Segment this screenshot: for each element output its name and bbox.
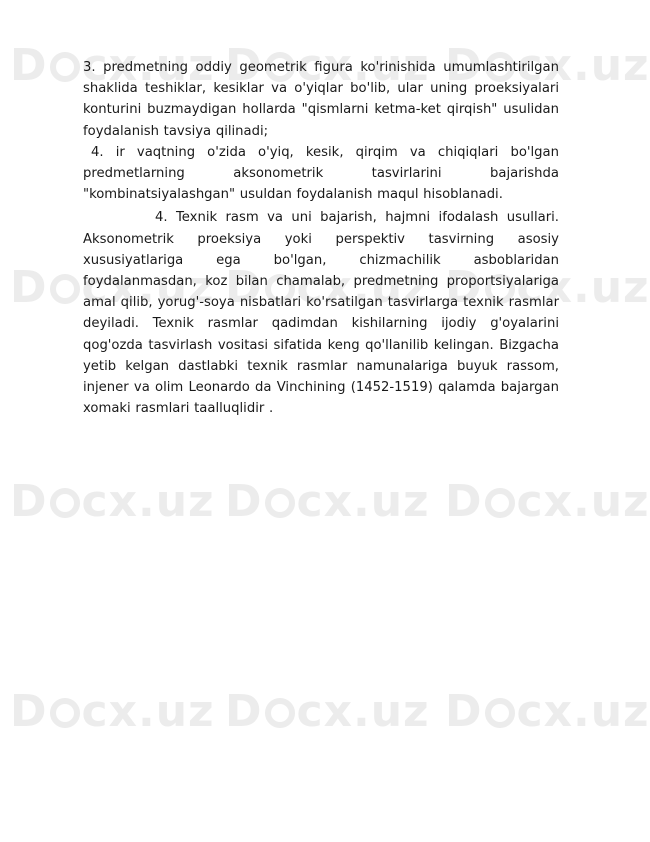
watermark: D cx.uz xyxy=(10,476,215,527)
watermark: D cx.uz xyxy=(225,686,430,737)
watermark: D cx.uz xyxy=(225,40,430,91)
watermark: D cx.uz xyxy=(10,686,215,737)
watermark: D cx.uz xyxy=(225,262,430,313)
watermark: D cx.uz xyxy=(10,262,215,313)
watermark: D cx.uz xyxy=(445,476,650,527)
paragraph-method-sequential-cuts: 3. predmetning oddiy geometrik figura ko'rinishida umumlashtirilgan shaklida teshiklar, kesiklar va o'yiqlar bo'lib, ular uning proeksiyalari konturini buzmaydigan hollarda "qismlarni ketma-ket qirqish" usulidan foydalanish tavsiya qilinadi; xyxy=(83,60,559,139)
watermark: D cx.uz xyxy=(445,686,650,737)
watermark: D cx.uz xyxy=(445,262,650,313)
watermark: D cx.uz xyxy=(10,40,215,91)
paragraph-technical-drawing: 4. Texnik rasm va uni bajarish, hajmni ifodalash usullari. Aksonometrik proeksiya yoki perspektiv tasvirning asosiy xususiyatlariga ega bo'lgan, chizmachilik asboblaridan foydalanmasdan, koz bilan chamalab, predmetning proportsiyalariga amal qilib, yorug'-soya nisbatlari ko'rsatilgan tasvirlarga texnik rasmlar deyiladi. Texnik rasmlar qadimdan kishilarning ijodiy g'oyalarini qog'ozda tasvirlash vositasi sifatida keng qo'llanilib kelingan. Bizgacha yetib kelgan dastlabki texnik rasmlar namunalariga buyuk rassom, injener va olim Leonardo da Vinchining (1452-1519) qalamda bajargan xomaki rasmlari taalluqlidir . xyxy=(83,210,559,417)
paragraph-method-combined: 4. ir vaqtning o'zida o'yiq, kesik, qirqim va chiqiqlari bo'lgan predmetlarning aksonometrik tasvirlarini bajarishda "kombinatsiyalashgan" usuldan foydalanish maqul hisoblanadi. xyxy=(83,144,559,203)
document-body xyxy=(83,57,559,419)
watermark: D cx.uz xyxy=(445,40,650,91)
watermark: D cx.uz xyxy=(225,476,430,527)
